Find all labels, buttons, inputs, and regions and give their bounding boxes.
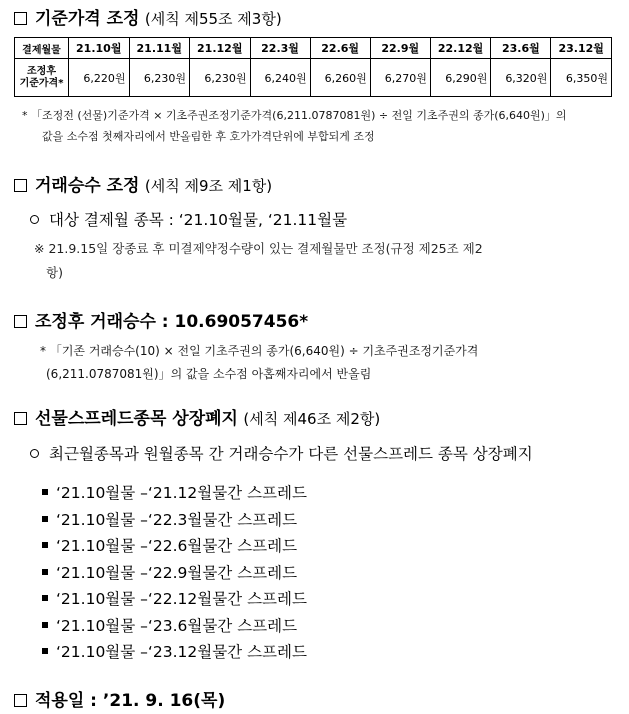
section-heading-spread-delisting [14,404,380,429]
table-row [15,59,612,97]
square-bullet-icon [42,516,48,522]
month-header: 22.3월 [250,38,310,59]
section-heading-price-adjustment [14,4,282,29]
spread-name: ‘21.10월물 –‘23.6월물간 스프레드 [56,616,298,635]
adjusted-price-table [14,37,612,97]
square-bullet-icon [42,542,48,548]
footnote-line: * 「조정전 (선물)기준가격 × 기초주권조정기준가격(6,211.0787081원) ÷ 전일 기초주권의 종가(6,640원)」의 [22,109,567,122]
circle-bullet-icon [30,449,39,458]
price-cell: 6,290원 [430,59,491,97]
section-reference: (세칙 제55조 제3항) [144,10,282,28]
price-cell: 6,240원 [250,59,310,97]
price-cell: 6,320원 [491,59,551,97]
section-heading-multiplier-adjustment [14,171,272,196]
month-header: 23.12월 [551,38,612,59]
section-title: 조정후 거래승수 : 10.69057456* [35,312,309,332]
price-cell: 6,350원 [551,59,612,97]
checkbox-square-icon [14,12,27,25]
square-bullet-icon [42,569,48,575]
section-reference: (세칙 제9조 제1항) [144,177,273,195]
price-footnote [22,105,567,147]
list-item [42,614,307,641]
month-header: 23.6월 [491,38,551,59]
month-header: 22.6월 [310,38,370,59]
month-header: 21.10월 [69,38,130,59]
section-reference: (세칙 제46조 제2항) [243,410,381,428]
multiplier-note [34,237,483,285]
row-label-line1: 조정후 [27,65,56,77]
list-item [42,561,307,588]
circle-bullet-icon [30,215,39,224]
spread-name: ‘21.10월물 –‘22.9월물간 스프레드 [56,563,298,582]
item-text: 대상 결제월 종목 : ‘21.10월물, ‘21.11월물 [49,211,348,229]
spread-list [42,481,307,667]
checkbox-square-icon [14,315,27,328]
price-cell: 6,220원 [69,59,130,97]
price-cell: 6,260원 [310,59,370,97]
spread-name: ‘21.10월물 –‘23.12월물간 스프레드 [56,643,307,661]
table-header-row [15,38,612,59]
square-bullet-icon [42,622,48,628]
item-text: 최근월종목과 원월종목 간 거래승수가 다른 선물스프레드 종목 상장폐지 [49,445,533,463]
square-bullet-icon [42,489,48,495]
note-line: ※ 21.9.15일 장종료 후 미결제약정수량이 있는 결제월물만 조정(규정 제25조 제2 [34,241,483,256]
month-header: 22.9월 [370,38,430,59]
row-label [15,59,69,97]
square-bullet-icon [42,595,48,601]
footnote-line: * 「기존 거래승수(10) × 전일 기초주권의 종가(6,640원) ÷ 기초주권조정기준가격 [40,344,479,358]
checkbox-square-icon [14,694,27,707]
note-line: 항) [46,265,63,280]
square-bullet-icon [42,648,48,654]
price-cell: 6,230원 [190,59,251,97]
list-item [42,481,307,508]
price-cell: 6,230원 [129,59,190,97]
month-header: 22.12월 [430,38,491,59]
footnote-line: (6,211.0787081원)」의 값을 소수점 아홉째자리에서 반올림 [46,367,372,381]
section-heading-adjusted-multiplier [14,307,308,332]
section-title: 거래승수 조정 [35,176,140,196]
month-header: 21.12월 [190,38,251,59]
row-label-line2: 기준가격* [19,77,64,89]
checkbox-square-icon [14,412,27,425]
list-item [42,587,307,614]
section-title: 기준가격 조정 [35,9,140,29]
list-item [42,508,307,535]
spread-name: ‘21.10월물 –‘22.12월물간 스프레드 [56,590,307,608]
footnote-line: 값을 소수점 첫째자리에서 반올림한 후 호가가격단위에 부합되게 조정 [42,130,375,143]
list-item [42,534,307,561]
section-title: 적용일 : ’21. 9. 16(목) [35,691,226,711]
target-months-item [30,208,347,230]
delisting-item [30,442,533,464]
section-heading-effective-date [14,686,225,711]
price-cell: 6,270원 [370,59,430,97]
header-label: 결제월물 [15,38,69,59]
month-header: 21.11월 [129,38,190,59]
spread-name: ‘21.10월물 –‘22.3월물간 스프레드 [56,510,298,529]
list-item [42,640,307,667]
checkbox-square-icon [14,179,27,192]
spread-name: ‘21.10월물 –‘21.12월물간 스프레드 [56,484,307,502]
spread-name: ‘21.10월물 –‘22.6월물간 스프레드 [56,537,298,555]
section-title: 선물스프레드종목 상장폐지 [35,409,238,429]
multiplier-footnote [40,340,478,386]
